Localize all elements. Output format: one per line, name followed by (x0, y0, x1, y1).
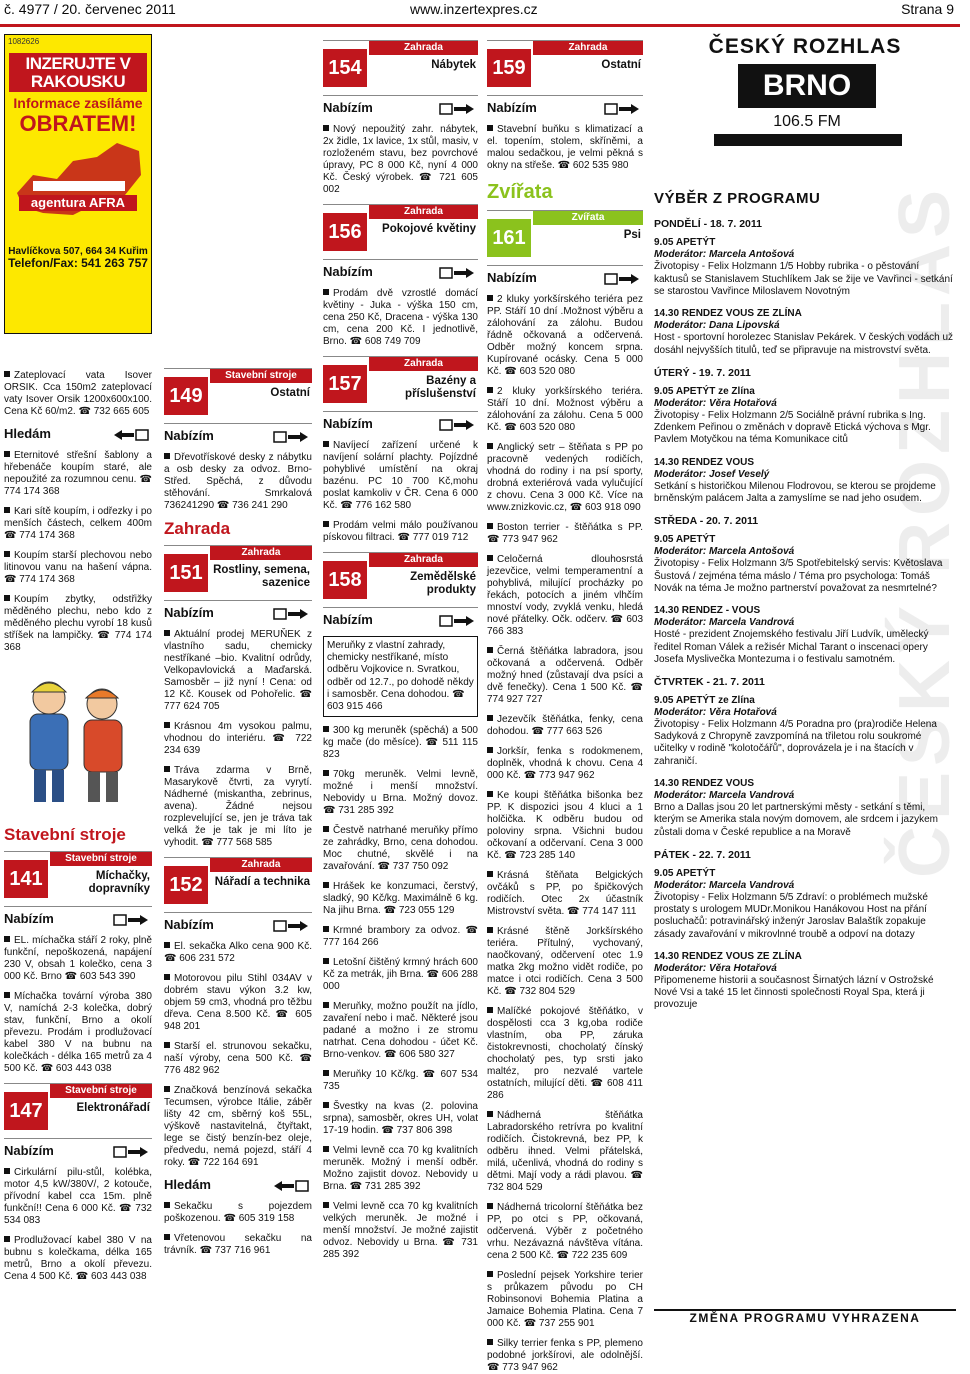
day-heading: ČTVRTEK - 21. 7. 2011 (654, 675, 765, 688)
category-number: 161 (487, 219, 531, 257)
list-item: Eternitové střešní šablony a hřebenáče koupím staré, ale nepoužité za rozumnou cenu. ☎ 774 174 368 (4, 450, 152, 497)
list-item: Velmi levně cca 70 kg kvalitních velkých meruněk. Je možné i menší množství. Je možné zajistit odvoz. Nebovidy u Brna. ☎ 731 285 392 (323, 1201, 478, 1261)
category-name: Ostatní (270, 387, 310, 399)
arrow-right-icon (603, 103, 641, 115)
category-name: Elektronářadí (76, 1101, 150, 1114)
category-name: Nábytek (431, 59, 476, 71)
austria-map-icon (13, 123, 145, 233)
category-name: Ostatní (601, 59, 641, 71)
list-item: Kari sítě koupím, i odřezky i po menších částech, celkem 400m ☎ 774 174 368 (4, 506, 152, 541)
nabizim-heading: Nabízím (487, 270, 643, 288)
arrow-right-icon (112, 1146, 150, 1158)
category-name: Pokojové květiny (382, 223, 476, 235)
column-2 (164, 362, 312, 1326)
column-3 (323, 34, 478, 1326)
category-band: Zvířata (533, 211, 643, 225)
program-entry: 14.30 RENDEZ VOUS Moderátor: Josef Veselý Setkání s historičkou Milenou Flodrovou, se kterou se projdeme brněnským palácem Jalta a zamyslíme se nad jeho osudem. (654, 456, 936, 505)
list-item: Motorovou pilu Stihl 034AV v dobrém stavu výkon 3.2 kw, objem 59 cm3, vhodná pro těžbu dřeva. Cena 8.500 Kč. ☎ 605 948 201 (164, 972, 312, 1032)
category-band: Stavební stroje (50, 1084, 152, 1098)
category-161 (487, 210, 643, 266)
nabizim-heading: Nabízím (323, 264, 478, 282)
list-item: Velmi levně cca 70 kg kvalitních meruněk. Možný i menší odběr. Možno zajistit dovoz. Nebovidy u Brna. ☎ 731 285 392 (323, 1145, 478, 1193)
list-item: Nádherná štěňátka Labradorského retrívra po kvalitní rodičích. Čistokrevná, bez PP, k odběru ihned. Velmi přátelská, milá, učenlivá, vhodná do rodiny s dětmi. Mají vody a rádi plavou. ☎ 732 804 529 (487, 1110, 643, 1194)
list-item: Jorkšír, fenka s rodokmenem, doplněk, vhodná k chovu. Cena 4 000 Kč. ☎ 773 947 962 (487, 746, 643, 782)
advert-phone: Telefon/Fax: 541 263 757 (8, 256, 148, 271)
hledam-heading: Hledám (4, 426, 152, 444)
list-item: Hrášek ke konzumaci, čerstvý, sladký, 90 Kč/kg. Maximálně 6 kg. Na jihu Brna. ☎ 723 055 129 (323, 881, 478, 917)
list-item: Meruňky 10 Kč/kg. ☎ 607 534 735 (323, 1069, 478, 1093)
arrow-right-icon (112, 914, 150, 926)
category-band: Zahrada (369, 41, 478, 55)
radio-program (654, 34, 966, 1326)
list-item: 70kg meruněk. Velmi levně, možné i menší množství. Nebovidy u Brna. Možný dovoz. ☎ 731 285 392 (323, 769, 478, 817)
arrow-right-icon (272, 431, 310, 443)
list-item: Cirkulární pilu-stůl, kolébka, motor 4,5 kW/380V/, 2 kotouče, přívodní kabel cca 15m. plně funkční!! Cena 6 000 Kč. ☎ 732 534 083 (4, 1166, 152, 1226)
list-item: Celočerná dlouhosrstá jezevčice, velmi temperamentní a pohyblivá, milující procházky po řekách, potocích a jiném vlhčím mnoství vody, zvyklá venku, hledá nové přátelky. Očk. odčerv. ☎ 603 766 383 (487, 554, 643, 638)
advert-id: 1082626 (8, 37, 40, 46)
category-156 (323, 204, 478, 260)
category-147 (4, 1083, 152, 1139)
list-item: Černá štěňátka labradora, jsou očkovaná a odčervená. Odběr možný hned (zůstavají dva psíci a dvě fenečky). Cena 1 500 Kč. ☎ 774 927 727 (487, 646, 643, 706)
list-item: Značková benzínová sekačka Tecumsen, výrobce Itálie, záběr lišty 42 cm, sběrný koš 55L, výškově nastavitelná, čtyřtakt, lege se čistý benzín-bez oleje, předvedu, nemá pojezd, stáří 4 roky. ☎ 722 164 691 (164, 1084, 312, 1168)
program-entry: 14.30 RENDEZ VOUS ZE ZLÍNA Moderátor: Věra Hotařová Připomeneme historii a současnost Širnatých lázní v Ostrožské Nové Vsi a také 15 let činnosti společnosti Royal Spa, která ji provozuje (654, 950, 934, 1011)
list-item: Poslední pejsek Yorkshire terier s průkazem původu po CH Robinsonovi Bohemia Platina a Jamaice Bohemia Platina. Cena 7 000 Kč. ☎ 737 255 901 (487, 1270, 643, 1330)
category-number: 159 (487, 49, 531, 87)
program-entry: 14.30 RENDEZ - VOUS Moderátor: Marcela Vandrová Hosté - prezident Znojemského festivalu Jiří Ludvík, umělecký ředitel Roman Válek a režisér Michal Tarant o inscenaci opery Josefa Myslivečka Montezuma i o festivalu samotném. (654, 605, 929, 665)
category-number: 157 (323, 365, 367, 403)
category-number: 147 (4, 1092, 48, 1130)
section-stavebni-stroje: Stavební stroje (4, 825, 126, 845)
program-footer: ZMĚNA PROGRAMU VYHRAZENA (654, 1309, 956, 1326)
category-name: Bazény a příslušenství (405, 375, 476, 401)
list-item: Krásné štěně Jorkšírského teriéra. Přítulný, vychovaný, naočkovaný, odčervení otec 1.9 matka 2kg možno vidět rodiče, po matce i otci rodičích. Cena 3 500 Kč. ☎ 732 804 529 (487, 926, 643, 998)
category-band: Stavební stroje (50, 852, 152, 866)
category-151 (164, 545, 312, 601)
logo-title: ČESKÝ ROZHLAS (708, 35, 902, 58)
list-item: Aktuální prodej MERUŇEK z vlastního sadu, chemicky nestříkané –bio. Kvalitní odrůdy, Velkopavlovická a Maďarská. Samosběr – již nyní ! Cena: od 12 Kč. Kousek od Pohořelic. ☎ 777 624 705 (164, 628, 312, 712)
category-149 (164, 368, 312, 424)
program-entry: 9.05 APETÝT Moderátor: Marcela Antošová Životopisy - Felix Holzmann 3/5 Spotřebitelský servis: Květoslava Šustová / zejména téma máslo / Téma pro psychologa: Tomáš Novák na téma Je možno partnerství považovat za nesmrtelné? (654, 534, 943, 594)
list-item: Švestky na kvas (2. polovina srpna), samosběr, okres UH, volat 17-19 hodin. ☎ 737 806 398 (323, 1101, 478, 1137)
workers-illustration-icon (4, 668, 144, 808)
logo-city: BRNO (738, 64, 876, 108)
program-entry: 14.30 RENDEZ VOUS Moderátor: Marcela Vandrová Brno a Dallas jsou 20 let partnerskými městy - setkání s těmi, kterým se Amerika stala novým domovem, ale srdcem i jazykem zůstali doma v České republice a na Moravě (654, 777, 938, 838)
category-158 (323, 552, 478, 608)
category-band: Zahrada (369, 205, 478, 219)
category-152 (164, 857, 312, 913)
arrow-right-icon (438, 267, 476, 279)
list-item: Starší el. strunovou sekačku, naší výroby, cena 500 Kč. ☎ 776 482 962 (164, 1040, 312, 1076)
program-entry: 9.05 APETÝT ze Zlína Moderátor: Věra Hotařová Životopisy - Felix Holzmann 2/5 Sociálně právní rubrika s Ing. Zdenkem Peřinou o změnách v dopravě Etická výchova s Mgr. Pavlem Motyčkou na téma Komunikace citů (654, 385, 931, 446)
afra-advert[interactable] (4, 34, 152, 334)
watermark: ČESKÝ ROZHLAS (885, 184, 966, 879)
list-item: Míchačka tovární výroba 380 V, namíchá 2-3 kolečka, dobrý stav, funkční, Brno a okolí převezu. Prodám i prodlužovací kabel 380 V na bubnu na kolečkách - délka 165 metrů za 4 500 Kč. ☎ 603 443 038 (4, 990, 152, 1074)
list-item: Prodám dvě vzrostlé domácí květiny - Juka - výška 150 cm, cena 250 Kč, Dracena - výška 130 cm, cena 200 Kč. I jednotlivě, Brno. ☎ 608 749 709 (323, 288, 478, 347)
nabizim-heading: Nabízím (323, 100, 478, 118)
advert-address: Havlíčkova 507, 664 34 Kuřim (8, 245, 148, 257)
category-141 (4, 851, 152, 907)
list-item: Malíčké pokojové štěňátko, v dospělosti cca 3 kg,oba rodiče vlastním, oba PP, záruka čistokrevnosti, chocholatý čínský chocholatý pes, typ srsti jako maltéz, pro nezvalé vartele ostatních, milující děti. ☎ 608 411 286 (487, 1006, 643, 1102)
program-entry: 9.05 APETÝT Moderátor: Marcela Antošová Životopisy - Felix Holzmann 1/5 Hobby rubrika - o pěstování kaktusů se Stanislavem Stuchlíkem Jak se žije ve Vavřinci - setkání se starostou Vavřince Miloslavem Novotným (654, 237, 953, 297)
category-number: 158 (323, 561, 367, 599)
list-item: Ke koupi štěňátka bišonka bez PP. K dispozici jsou 4 kluci a 1 holčička. K odběru budou od poloviny srpna. Všichni budou očkovaní a odčervaní. Cena 3 000 Kč. ☎ 723 285 140 (487, 790, 643, 862)
nabizim-heading: Nabízím (164, 605, 312, 623)
website-link[interactable]: www.inzertexpres.cz (410, 1, 538, 17)
category-band: Zahrada (533, 41, 643, 55)
section-zahrada: Zahrada (164, 519, 231, 538)
list-item: Krásná štěňata Belgických ovčáků s PP, po špičkových rodičích. Otec 2x účastník Mistrovství světa. ☎ 774 147 111 (487, 870, 643, 918)
list-item: El. sekačka Alko cena 900 Kč. ☎ 606 231 572 (164, 940, 312, 964)
arrow-left-icon (112, 429, 150, 441)
category-157 (323, 356, 478, 412)
arrow-right-icon (438, 419, 476, 431)
program-entry: 9.05 APETÝT ze Zlína Moderátor: Věra Hotařová Životopisy - Felix Holzmann 4/5 Poradna pro (pra)rodiče Helena Sadyková z Chropyně zavzpomíná na třiletou rolu soukromé učitelky v rodině "kolotočářů", doprovázela je i na štacích v zahraničí. (654, 694, 937, 767)
list-item: 2 kluky yorkšírského teriéra pez PP. Stáří 10 dní .Možnost výběru a zálohování za zálohu. Budou řádně očkovaná a odčervená. Odběr možný koncem srpna. Kupírované ocásky. Cena 5 000 Kč. ☎ 603 520 080 (487, 294, 643, 378)
day-heading: STŘEDA - 20. 7. 2011 (654, 515, 759, 528)
category-band: Zahrada (210, 546, 312, 560)
day-heading: PÁTEK - 22. 7. 2011 (654, 848, 751, 861)
arrow-right-icon (272, 920, 310, 932)
nabizim-heading: Nabízím (4, 1143, 152, 1161)
boxed-advert: Meruňky z vlastní zahrady, chemicky nestříkané, místo odběru Vojkovice n. Svratkou, odběr od 12.7., po dohodě někdy i samosběr. Cena dohodou. ☎ 603 915 466 (323, 636, 478, 717)
arrow-right-icon (438, 615, 476, 627)
category-band: Stavební stroje (210, 369, 312, 383)
arrow-right-icon (603, 273, 641, 285)
list-item: Anglický setr – štěňata s PP po pracovně vedených rodičích, vhodná do rodiny i na psí sporty, drobná exteriérová vada vylučující z chovu. Cena 3 000 Kč. Více na www.znizkovic.cz, ☎ 603 918 090 (487, 442, 643, 514)
category-band: Zahrada (210, 858, 312, 872)
nabizim-heading: Nabízím (164, 917, 312, 935)
nabizim-heading: Nabízím (487, 100, 643, 118)
category-number: 151 (164, 554, 208, 592)
list-item: 2 kluky yorkšírského teriéra. Stáří 10 dní. Možnost výběru a zálohování za zálohu. Cena 5 000 Kč. ☎ 603 520 080 (487, 386, 643, 434)
list-item: Vřetenovou sekačku na trávník. ☎ 737 716 961 (164, 1232, 312, 1256)
frequency-strip (714, 134, 902, 146)
category-name: Zemědělské produkty (410, 571, 476, 597)
page-header (0, 0, 960, 22)
hledam-heading: Hledám (164, 1177, 312, 1195)
list-item: Prodlužovací kabel 380 V na bubnu s kolečkama, délka 165 metrů, Brno a okolí převezu. Cena 4 500 Kč. ☎ 603 443 038 (4, 1234, 152, 1282)
nabizim-heading: Nabízím (4, 911, 152, 929)
list-item: 300 kg meruněk (spěchá) a 500 kg mače (do měsíce). ☎ 511 115 823 (323, 725, 478, 761)
advert-line-1: Informace zasíláme (13, 95, 143, 112)
day-heading: PONDĚLÍ - 18. 7. 2011 (654, 218, 762, 231)
list-item: Koupím zbytky, odstřižky měděného plechu, nebo kdo z měděného plechu vyrobí 18 kusů stříšek na lampičky. ☎ 774 174 368 (4, 594, 152, 653)
logo-frequency: 106.5 FM (773, 113, 841, 130)
list-item: Jezevčík štěňátka, fenky, cena dohodou. ☎ 777 663 526 (487, 714, 643, 738)
list-item: Dřevotřískové desky z nábytku a osb desky za odvoz. Brno-Střed. Spěchá, z důvodu stěhování. Smrkalová 736241290 ☎ 736 241 290 (164, 452, 312, 511)
page-number: Strana 9 (901, 1, 954, 17)
program-entry: 9.05 APETÝT Moderátor: Marcela Vandrová Životopisy - Felix Holzmann 5/5 Zdraví: o problémech mužské prostaty s urologem MUDr.Monikou Hanákovou Host na přání posluchačů: potravinářský inženýr Jaroslav Balaštík zopakuje zásady zavařování v mikrovlnné troubě a odpoví na dotazy (654, 867, 928, 940)
day-heading: ÚTERÝ - 19. 7. 2011 (654, 366, 751, 379)
list-item: Krmné brambory za odvoz. ☎ 777 164 266 (323, 925, 478, 949)
arrow-right-icon (438, 103, 476, 115)
issue-number: č. 4977 / 20. červenec 2011 (4, 1, 176, 17)
section-zvirata: Zvířata (487, 181, 553, 203)
column-1 (4, 34, 152, 1326)
list-item: EL. míchačka stáří 2 roky, plně funkční, nepoškozená, napájení 230 V, obsah 1 kolečko, cena 3 000 Kč. Brno ☎ 603 543 390 (4, 934, 152, 982)
category-number: 149 (164, 377, 208, 415)
category-159 (487, 40, 643, 96)
category-band: Zahrada (369, 357, 478, 371)
column-4 (487, 34, 643, 1374)
list-item: Prodám velmi málo používanou pískovou filtraci. ☎ 777 019 712 (323, 520, 478, 543)
arrow-left-icon (272, 1180, 310, 1192)
cesky-rozhlas-logo (654, 34, 956, 184)
list-item: Letošní čištěný krmný hrách 600 Kč za metrák, jih Brna. ☎ 606 288 000 (323, 957, 478, 993)
list-item: Čestvě natrhané meruňky přímo ze zahrádky, Brno, cena dohodou. Moc chutné, skvělé i na zavařování. ☎ 737 750 092 (323, 825, 478, 873)
list-item: Krásnou 4m vysokou palmu, vhodnou do interiéru. ☎ 722 234 639 (164, 720, 312, 756)
arrow-right-icon (272, 608, 310, 620)
category-band: Zahrada (369, 553, 478, 567)
category-number: 156 (323, 213, 367, 251)
list-item: Navíjecí zařízení určené k navíjení solární plachty. Pojízdné pohyblivé umístění na okraj bazénu. PC 10 700 Kč,mohu poslat kamkoliv v ČR. Cena 6 000 Kč. ☎ 776 162 580 (323, 440, 478, 511)
category-name: Rostliny, semena, sazenice (213, 563, 310, 589)
category-number: 154 (323, 49, 367, 87)
list-item: Meruňky, možno použít na jídlo, zavaření nebo i mač. Některé jsou padané a možno i ze stromu natrhat. Cena dohodou - účet Kč. Brno-venkov. ☎ 606 580 327 (323, 1001, 478, 1061)
advert-agency: agentura AFRA (19, 195, 137, 211)
list-item: Stavební buňku s klimatizací a el. topením, stolem, skříněmi, a malou sedačkou, je velmi pěkná s okny na střeše. ☎ 602 535 980 (487, 124, 643, 171)
category-name: Nářadí a technika (214, 875, 310, 888)
list-item: Koupím starší plechovou nebo litinovou vanu na hašení vápna. ☎ 774 174 368 (4, 550, 152, 585)
program-entry: 14.30 RENDEZ VOUS ZE ZLÍNA Moderátor: Dana Lipovská Host - sportovní horolezec Stanislav Pekárek. V českých vodách už dosáhl nejvyšších titulů, teď se připravuje na mistrovství světa. (654, 308, 954, 356)
list-item: Tráva zdarma v Brně, Masarykově čtvrti, za vyrytí. Nádherné (miskantha, zebrinus, avena). Žádné nejsou rozplevelující se, jen je tráva tak velká že je tak je mi líto je vyhodit. ☎ 777 568 585 (164, 764, 312, 848)
category-number: 152 (164, 866, 208, 904)
list-item: Nový nepoužitý zahr. nábytek, 2x židle, 1x lavice, 1x stůl, masiv, v rozloženém stavu, bez povrchové úpravy, PC 8 000 Kč, nyní 4 000 Kč. Český výrobek. ☎ 721 605 002 (323, 124, 478, 195)
list-item: Zateplovací vata Isover ORSIK. Cca 150m2 zateplovací vaty Isover Orsik 1200x600x100. Cena Kč 60/m2. ☎ 732 665 605 (4, 370, 152, 417)
header-rule (0, 24, 960, 27)
advert-line-2: OBRATEM! (19, 111, 137, 137)
list-item: Boston terrier - štěňátka s PP. ☎ 773 947 962 (487, 522, 643, 546)
list-item: Sekačku s pojezdem poškozenou. ☎ 605 319 158 (164, 1200, 312, 1224)
category-154 (323, 40, 478, 96)
list-item: Nádherná tricolorní štěňátka bez PP, po otci s PP, očkovaná, odčervená. Výběr z početného vrhu. Nezávazná návštěva vítána. cena 2 500 Kč. ☎ 722 235 609 (487, 1202, 643, 1262)
advert-headline: INZERUJTE V RAKOUSKU (9, 53, 147, 93)
category-name: Psi (623, 229, 641, 242)
list-item: Silky terrier fenka s PP, plemeno podobné jorkšírovi, ale odolnější. ☎ 773 947 962 (487, 1338, 643, 1374)
category-number: 141 (4, 860, 48, 898)
program-title: VÝBĚR Z PROGRAMU (654, 190, 821, 207)
nabizim-heading: Nabízím (164, 428, 312, 446)
nabizim-heading: Nabízím (323, 612, 478, 630)
category-name: Míchačky, dopravníky (88, 869, 150, 896)
nabizim-heading: Nabízím (323, 416, 478, 434)
